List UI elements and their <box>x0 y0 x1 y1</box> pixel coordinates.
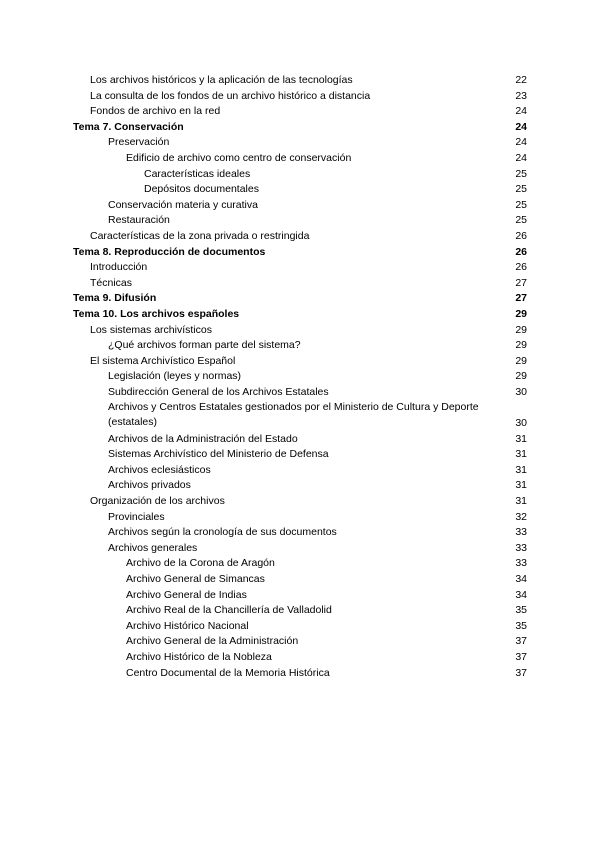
toc-entry-page-number: 25 <box>515 183 527 196</box>
toc-entry[interactable] <box>0 260 600 276</box>
toc-entry[interactable] <box>0 572 600 588</box>
toc-entry[interactable] <box>0 634 600 650</box>
toc-entry-title: Los archivos históricos y la aplicación de las tecnologías <box>90 74 353 86</box>
toc-entry-title: Restauración <box>108 214 170 227</box>
toc-entry-title: Tema 10. Los archivos españoles <box>73 307 240 320</box>
toc-entry-page-number: 31 <box>515 448 527 461</box>
toc-entry-title: Edificio de archivo como centro de conservación <box>126 151 352 164</box>
toc-entry-page-number: 30 <box>515 417 527 430</box>
toc-entry-title: Archivo Histórico Nacional <box>126 619 249 632</box>
toc-entry[interactable] <box>0 151 600 167</box>
toc-entry-title: Archivo Real de la Chancillería de Valladolid <box>126 604 332 617</box>
toc-entry-title: Preservación <box>108 136 170 149</box>
toc-entry[interactable] <box>0 463 600 479</box>
toc-entry-page-number: 24 <box>515 151 527 164</box>
toc-entry-title: Archivos y Centros Estatales gestionados por el Ministerio de Cultura y Deporte (estatales) <box>108 401 479 428</box>
toc-entry-title: Archivo de la Corona de Aragón <box>126 557 275 570</box>
toc-chapter-entry[interactable] <box>0 307 600 323</box>
toc-entry-page-number: 31 <box>515 479 527 492</box>
toc-entry-page-number: 34 <box>515 573 527 585</box>
toc-chapter-entry[interactable] <box>0 120 600 136</box>
toc-entry-title: Características de la zona privada o restringida <box>90 229 310 242</box>
toc-entry-title: Fondos de archivo en la red <box>90 105 221 118</box>
toc-entry-page-number: 24 <box>515 120 527 133</box>
toc-entry-page-number: 22 <box>515 74 527 86</box>
toc-entry[interactable] <box>0 432 600 448</box>
toc-entry-title: Archivo General de Simancas <box>126 573 265 585</box>
toc-entry-title: Organización de los archivos <box>90 495 225 508</box>
toc-entry-title: Tema 7. Conservación <box>73 120 184 133</box>
toc-entry-title: Archivos eclesiásticos <box>108 463 211 476</box>
toc-entry[interactable] <box>0 525 600 541</box>
toc-entry-title: Sistemas Archivístico del Ministerio de Defensa <box>108 448 329 461</box>
toc-entry-page-number: 27 <box>515 276 527 289</box>
toc-entry[interactable] <box>0 73 600 89</box>
toc-entry[interactable] <box>0 447 600 463</box>
toc-entry-page-number: 37 <box>515 650 527 663</box>
toc-chapter-entry[interactable] <box>0 245 600 261</box>
toc-entry[interactable] <box>0 338 600 354</box>
toc-entry-title: El sistema Archivístico Español <box>90 354 236 367</box>
toc-entry-page-number: 23 <box>515 89 527 102</box>
toc-entry-title: Provinciales <box>108 510 165 523</box>
toc-entry-page-number: 33 <box>515 541 527 554</box>
toc-entry-title: Archivos según la cronología de sus documentos <box>108 526 337 539</box>
toc-entry-title: Subdirección General de los Archivos Estatales <box>108 385 329 398</box>
toc-entry[interactable] <box>0 556 600 572</box>
toc-entry-title: Los sistemas archivísticos <box>90 323 212 336</box>
toc-entry[interactable] <box>0 213 600 229</box>
toc-entry-page-number: 37 <box>515 666 527 679</box>
toc-entry[interactable] <box>0 198 600 214</box>
toc-entry-title: Tema 9. Difusión <box>73 292 157 305</box>
toc-entry[interactable] <box>0 541 600 557</box>
toc-entry[interactable] <box>0 603 600 619</box>
toc-entry-title: Archivo General de Indias <box>126 588 247 601</box>
toc-entry[interactable] <box>0 588 600 604</box>
toc-entry-page-number: 25 <box>515 214 527 227</box>
toc-entry-title: Archivo General de la Administración <box>126 635 299 648</box>
toc-entry-page-number: 33 <box>515 557 527 570</box>
toc-entry[interactable] <box>0 619 600 635</box>
toc-entry[interactable] <box>0 104 600 120</box>
toc-entry-page-number: 25 <box>515 167 527 180</box>
toc-entry-title: Archivos de la Administración del Estado <box>108 432 298 445</box>
toc-entry-title: La consulta de los fondos de un archivo histórico a distancia <box>90 89 371 102</box>
toc-entry-title: Introducción <box>90 261 148 274</box>
toc-entry[interactable] <box>0 89 600 105</box>
toc-entry-page-number: 37 <box>515 635 527 648</box>
toc-entry-page-number: 31 <box>515 463 527 476</box>
table-of-contents <box>0 73 600 681</box>
toc-entry[interactable] <box>0 369 600 385</box>
toc-entry[interactable] <box>0 650 600 666</box>
toc-entry[interactable] <box>0 400 600 431</box>
toc-entry-title: Archivo Histórico de la Nobleza <box>126 650 272 663</box>
toc-entry[interactable] <box>0 229 600 245</box>
toc-entry-page-number: 35 <box>515 604 527 617</box>
toc-entry-page-number: 25 <box>515 198 527 211</box>
toc-entry-title: Técnicas <box>90 276 133 289</box>
toc-entry[interactable] <box>0 182 600 198</box>
toc-entry-title: Características ideales <box>144 167 251 180</box>
toc-entry[interactable] <box>0 354 600 370</box>
toc-entry-page-number: 29 <box>515 354 527 367</box>
toc-entry[interactable] <box>0 666 600 682</box>
toc-chapter-entry[interactable] <box>0 291 600 307</box>
toc-entry-page-number: 26 <box>515 229 527 242</box>
toc-entry-title: Archivos privados <box>108 479 191 492</box>
toc-entry-title: ¿Qué archivos forman parte del sistema? <box>108 339 301 352</box>
toc-entry-page-number: 31 <box>515 432 527 445</box>
toc-entry[interactable] <box>0 135 600 151</box>
toc-entry-page-number: 29 <box>515 323 527 336</box>
toc-entry-page-number: 34 <box>515 588 527 601</box>
toc-entry-page-number: 26 <box>515 261 527 274</box>
toc-entry-page-number: 29 <box>515 370 527 383</box>
toc-entry-title: Tema 8. Reproducción de documentos <box>73 245 266 258</box>
toc-entry-page-number: 26 <box>515 245 527 258</box>
toc-entry[interactable] <box>0 323 600 339</box>
toc-entry-title: Depósitos documentales <box>144 183 259 196</box>
toc-entry-page-number: 33 <box>515 526 527 539</box>
toc-entry-page-number: 30 <box>515 385 527 398</box>
toc-entry-page-number: 32 <box>515 510 527 523</box>
toc-entry-page-number: 29 <box>515 307 527 320</box>
toc-entry[interactable] <box>0 167 600 183</box>
toc-entry[interactable] <box>0 385 600 401</box>
toc-entry-page-number: 27 <box>515 292 527 305</box>
toc-entry-title: Legislación (leyes y normas) <box>108 370 242 383</box>
toc-entry-page-number: 31 <box>515 495 527 508</box>
toc-entry-title: Centro Documental de la Memoria Histórica <box>126 666 330 679</box>
toc-entry-title: Conservación materia y curativa <box>108 198 258 211</box>
toc-entry[interactable] <box>0 276 600 292</box>
toc-entry-page-number: 29 <box>515 339 527 352</box>
toc-entry-page-number: 24 <box>515 105 527 118</box>
toc-entry-page-number: 24 <box>515 136 527 149</box>
toc-entry[interactable] <box>0 510 600 526</box>
toc-entry-page-number: 35 <box>515 619 527 632</box>
toc-entry[interactable] <box>0 478 600 494</box>
toc-entry[interactable] <box>0 494 600 510</box>
toc-entry-title: Archivos generales <box>108 541 198 554</box>
